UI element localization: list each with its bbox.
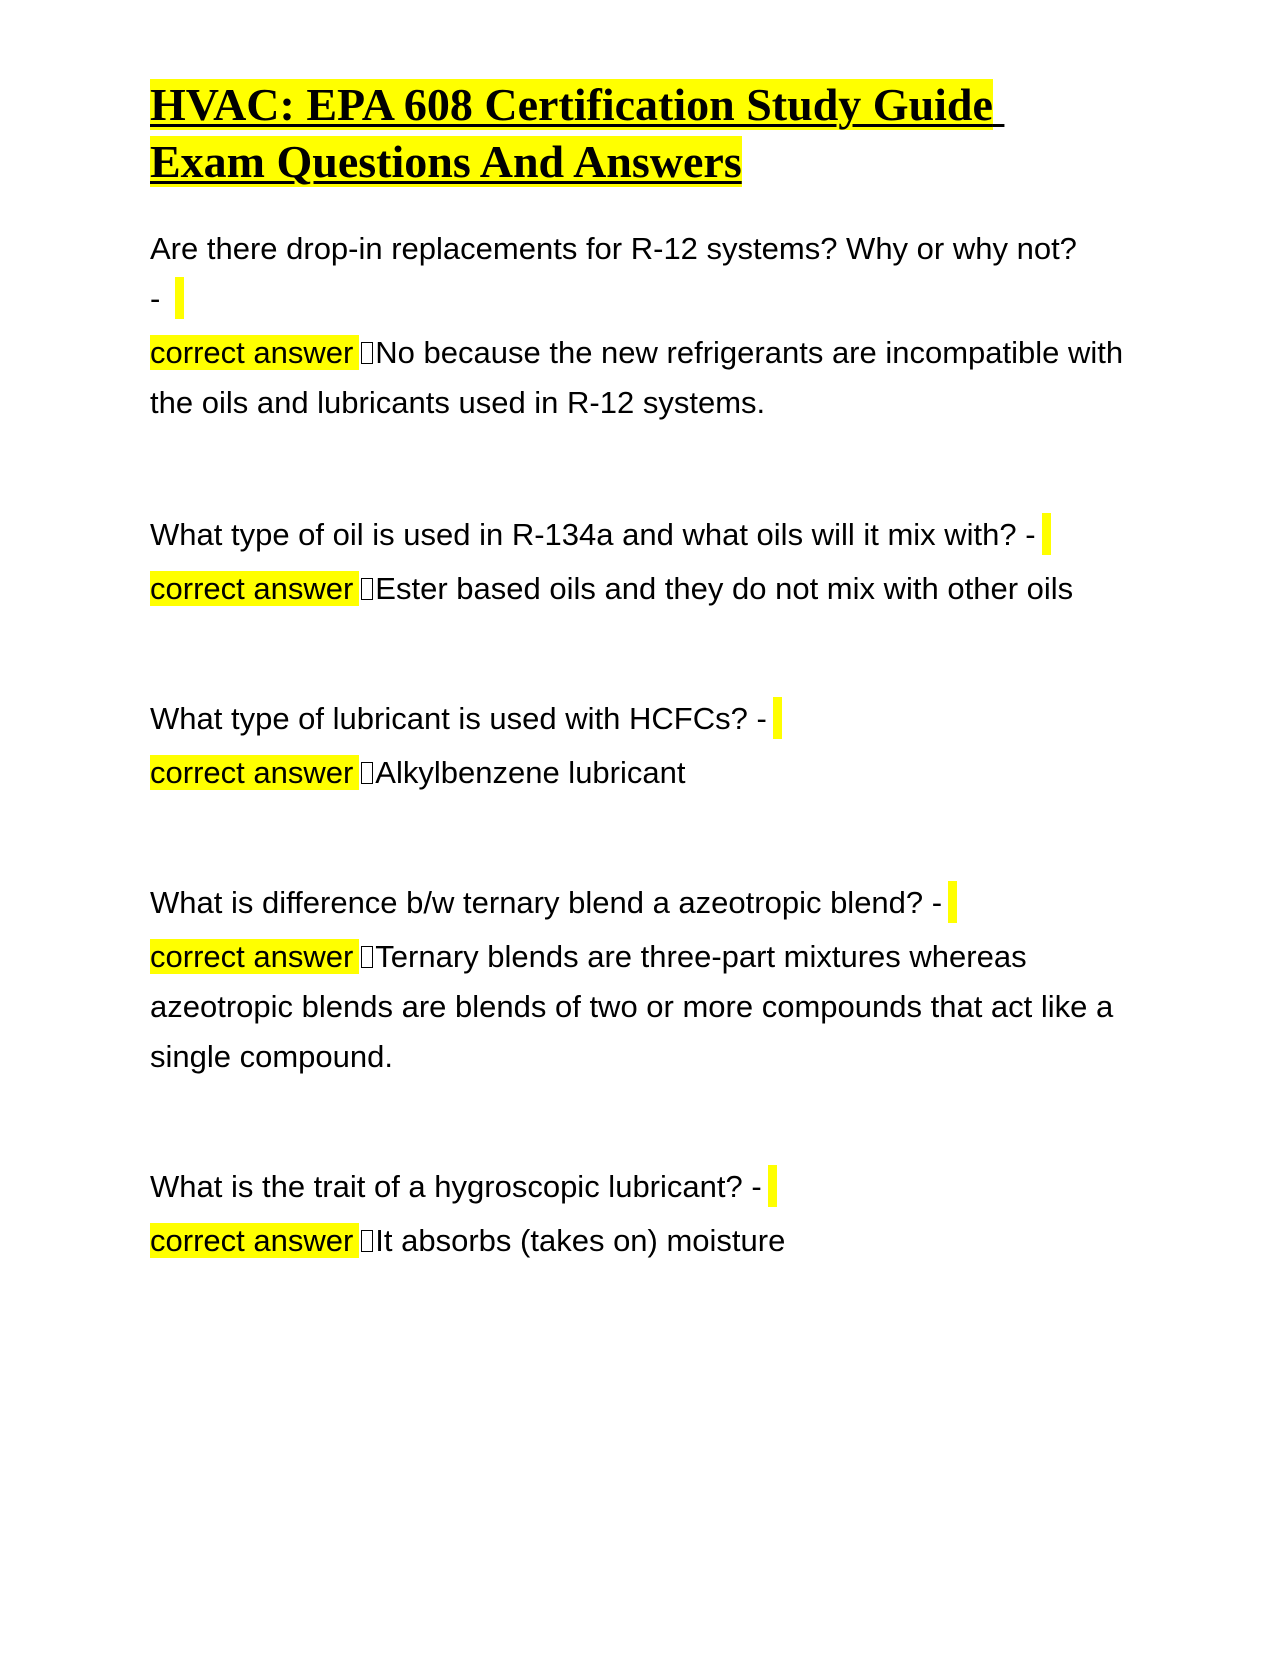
- qa-item-5: [150, 1162, 1140, 1266]
- answer-1: No because the new refrigerants are incompatible with the oils and lubricants used in R-12 systems.: [150, 335, 1124, 420]
- question-5: What is the trait of a hygroscopic lubricant? -: [150, 1169, 762, 1204]
- question-4: What is difference b/w ternary blend a azeotropic blend? -: [150, 885, 943, 920]
- question-2: What type of oil is used in R-134a and what oils will it mix with? -: [150, 517, 1036, 552]
- title-line-1: HVAC: EPA 608 Certification Study Guide: [150, 79, 993, 130]
- missing-glyph-icon: [361, 762, 373, 784]
- document-title: [150, 76, 1140, 190]
- question-1-dash: -: [150, 281, 161, 316]
- answer-5: It absorbs (takes on) moisture: [375, 1223, 786, 1258]
- title-line-2: Exam Questions And Answers: [150, 136, 742, 187]
- missing-glyph-icon: [361, 946, 373, 968]
- question-1: Are there drop-in replacements for R-12 systems? Why or why not?: [150, 231, 1077, 266]
- answer-3: Alkylbenzene lubricant: [375, 755, 686, 790]
- answer-label-4: correct answer: [150, 939, 359, 974]
- highlight-marker: [175, 277, 184, 319]
- question-3: What type of lubricant is used with HCFCs? -: [150, 701, 767, 736]
- missing-glyph-icon: [361, 342, 373, 364]
- qa-item-3: [150, 694, 1140, 798]
- missing-glyph-icon: [361, 1230, 373, 1252]
- answer-2: Ester based oils and they do not mix with other oils: [375, 571, 1074, 606]
- missing-glyph-icon: [361, 578, 373, 600]
- qa-item-1: [150, 224, 1140, 428]
- highlight-marker: [768, 1165, 777, 1207]
- answer-4: Ternary blends are three-part mixtures whereas azeotropic blends are blends of two or more compounds that act like a single compound.: [150, 939, 1114, 1074]
- answer-label-3: correct answer: [150, 755, 359, 790]
- highlight-marker: [1042, 513, 1051, 555]
- qa-item-4: [150, 878, 1140, 1082]
- highlight-marker: [773, 697, 782, 739]
- answer-label-2: correct answer: [150, 571, 359, 606]
- highlight-marker: [948, 881, 957, 923]
- answer-label-1: correct answer: [150, 335, 359, 370]
- answer-label-5: correct answer: [150, 1223, 359, 1258]
- qa-item-2: [150, 510, 1140, 614]
- document-page: [150, 76, 1140, 1266]
